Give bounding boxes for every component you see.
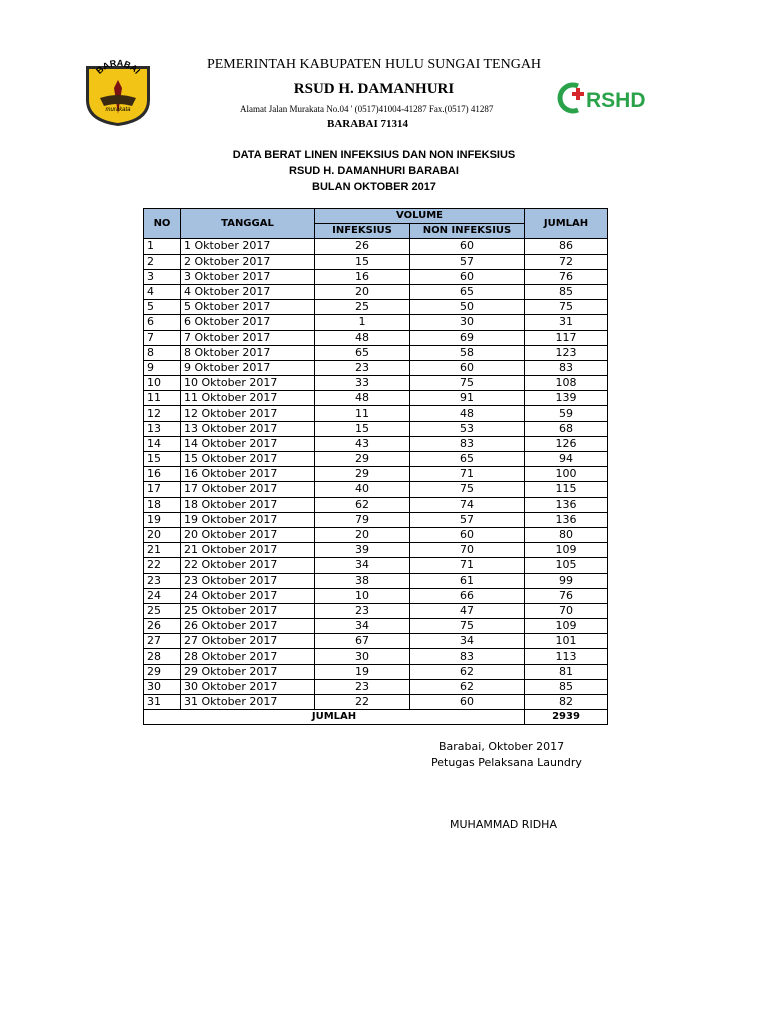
- cell-no: 16: [144, 467, 181, 482]
- cell-non-infeksius: 62: [410, 679, 525, 694]
- cell-no: 12: [144, 406, 181, 421]
- table-row: [144, 239, 608, 254]
- cell-no: 6: [144, 315, 181, 330]
- cell-infeksius: 29: [315, 467, 410, 482]
- cell-jumlah: 109: [525, 543, 608, 558]
- cell-jumlah: 76: [525, 588, 608, 603]
- cell-jumlah: 109: [525, 619, 608, 634]
- cell-infeksius: 20: [315, 284, 410, 299]
- table-row: [144, 543, 608, 558]
- cell-non-infeksius: 53: [410, 421, 525, 436]
- cell-no: 9: [144, 360, 181, 375]
- header-infeksius: INFEKSIUS: [315, 224, 410, 239]
- table-row: [144, 284, 608, 299]
- cell-no: 1: [144, 239, 181, 254]
- table-row: [144, 406, 608, 421]
- cell-no: 11: [144, 391, 181, 406]
- cell-no: 24: [144, 588, 181, 603]
- title-line-1: DATA BERAT LINEN INFEKSIUS DAN NON INFEKSIUS: [232, 149, 516, 161]
- cell-no: 19: [144, 512, 181, 527]
- cell-jumlah: 115: [525, 482, 608, 497]
- header-jumlah: JUMLAH: [525, 209, 608, 239]
- cell-infeksius: 11: [315, 406, 410, 421]
- cell-tanggal: 1 Oktober 2017: [181, 239, 315, 254]
- cell-no: 5: [144, 300, 181, 315]
- cell-no: 3: [144, 269, 181, 284]
- cell-jumlah: 76: [525, 269, 608, 284]
- cell-non-infeksius: 60: [410, 239, 525, 254]
- cell-no: 17: [144, 482, 181, 497]
- sign-place-date: Barabai, Oktober 2017: [439, 740, 565, 753]
- cell-infeksius: 48: [315, 391, 410, 406]
- cell-tanggal: 30 Oktober 2017: [181, 679, 315, 694]
- table-row: [144, 634, 608, 649]
- table-row: [144, 421, 608, 436]
- cell-infeksius: 39: [315, 543, 410, 558]
- cell-jumlah: 31: [525, 315, 608, 330]
- table-row: [144, 603, 608, 618]
- cell-infeksius: 10: [315, 588, 410, 603]
- cell-non-infeksius: 75: [410, 482, 525, 497]
- table-row: [144, 300, 608, 315]
- cell-infeksius: 34: [315, 619, 410, 634]
- header-tanggal: TANGGAL: [181, 209, 315, 239]
- table-row: [144, 360, 608, 375]
- rshd-logo: [556, 78, 672, 118]
- cell-tanggal: 29 Oktober 2017: [181, 664, 315, 679]
- report-titles: [0, 147, 768, 195]
- cell-non-infeksius: 60: [410, 360, 525, 375]
- cell-non-infeksius: 58: [410, 345, 525, 360]
- cell-infeksius: 38: [315, 573, 410, 588]
- cell-tanggal: 18 Oktober 2017: [181, 497, 315, 512]
- cell-tanggal: 26 Oktober 2017: [181, 619, 315, 634]
- cell-jumlah: 117: [525, 330, 608, 345]
- cell-infeksius: 16: [315, 269, 410, 284]
- cell-jumlah: 136: [525, 512, 608, 527]
- table-row: [144, 588, 608, 603]
- cell-tanggal: 7 Oktober 2017: [181, 330, 315, 345]
- cell-jumlah: 68: [525, 421, 608, 436]
- cell-non-infeksius: 65: [410, 284, 525, 299]
- cell-infeksius: 79: [315, 512, 410, 527]
- cell-jumlah: 75: [525, 300, 608, 315]
- cell-jumlah: 136: [525, 497, 608, 512]
- cell-non-infeksius: 71: [410, 467, 525, 482]
- cell-jumlah: 105: [525, 558, 608, 573]
- cell-tanggal: 19 Oktober 2017: [181, 512, 315, 527]
- header-no: NO: [144, 209, 181, 239]
- table-row: [144, 512, 608, 527]
- cell-non-infeksius: 83: [410, 436, 525, 451]
- kop-address: Alamat Jalan Murakata No.04 ' (0517)41004-41287 Fax.(0517) 41287: [240, 104, 494, 114]
- cell-jumlah: 72: [525, 254, 608, 269]
- cell-non-infeksius: 60: [410, 269, 525, 284]
- cell-no: 28: [144, 649, 181, 664]
- cell-infeksius: 40: [315, 482, 410, 497]
- logo-left-sub: murakata: [105, 107, 131, 113]
- cell-no: 27: [144, 634, 181, 649]
- cell-tanggal: 3 Oktober 2017: [181, 269, 315, 284]
- table-row: [144, 436, 608, 451]
- cell-no: 18: [144, 497, 181, 512]
- cell-tanggal: 16 Oktober 2017: [181, 467, 315, 482]
- cell-tanggal: 4 Oktober 2017: [181, 284, 315, 299]
- cell-tanggal: 13 Oktober 2017: [181, 421, 315, 436]
- cell-jumlah: 85: [525, 679, 608, 694]
- cell-tanggal: 15 Oktober 2017: [181, 452, 315, 467]
- table-row: [144, 573, 608, 588]
- table-row: [144, 391, 608, 406]
- cell-jumlah: 126: [525, 436, 608, 451]
- cell-tanggal: 8 Oktober 2017: [181, 345, 315, 360]
- cell-jumlah: 123: [525, 345, 608, 360]
- cell-tanggal: 31 Oktober 2017: [181, 695, 315, 710]
- cell-non-infeksius: 30: [410, 315, 525, 330]
- cell-infeksius: 29: [315, 452, 410, 467]
- cell-non-infeksius: 61: [410, 573, 525, 588]
- sign-role: Petugas Pelaksana Laundry: [431, 756, 582, 769]
- cell-no: 15: [144, 452, 181, 467]
- cell-infeksius: 43: [315, 436, 410, 451]
- cell-no: 13: [144, 421, 181, 436]
- cell-tanggal: 22 Oktober 2017: [181, 558, 315, 573]
- table-row: [144, 482, 608, 497]
- cell-non-infeksius: 69: [410, 330, 525, 345]
- cell-infeksius: 33: [315, 376, 410, 391]
- table-row: [144, 345, 608, 360]
- cell-non-infeksius: 75: [410, 619, 525, 634]
- cell-jumlah: 101: [525, 634, 608, 649]
- header-volume: VOLUME: [315, 209, 525, 224]
- cell-tanggal: 17 Oktober 2017: [181, 482, 315, 497]
- cell-jumlah: 70: [525, 603, 608, 618]
- cell-no: 8: [144, 345, 181, 360]
- cell-jumlah: 80: [525, 527, 608, 542]
- cell-jumlah: 59: [525, 406, 608, 421]
- cell-no: 20: [144, 527, 181, 542]
- cell-non-infeksius: 47: [410, 603, 525, 618]
- total-row: [144, 710, 608, 725]
- table-row: [144, 649, 608, 664]
- cell-tanggal: 6 Oktober 2017: [181, 315, 315, 330]
- cell-infeksius: 67: [315, 634, 410, 649]
- cell-no: 4: [144, 284, 181, 299]
- cell-no: 21: [144, 543, 181, 558]
- table-row: [144, 664, 608, 679]
- table-row: [144, 695, 608, 710]
- logo-left-text: BARABAI: [94, 58, 143, 76]
- sign-name: MUHAMMAD RIDHA: [450, 818, 557, 831]
- table-row: [144, 619, 608, 634]
- cell-non-infeksius: 50: [410, 300, 525, 315]
- title-line-2: RSUD H. DAMANHURI BARABAI: [289, 165, 459, 177]
- cell-jumlah: 94: [525, 452, 608, 467]
- cell-infeksius: 20: [315, 527, 410, 542]
- cell-infeksius: 22: [315, 695, 410, 710]
- cell-non-infeksius: 48: [410, 406, 525, 421]
- table-row: [144, 330, 608, 345]
- cell-non-infeksius: 57: [410, 512, 525, 527]
- cell-non-infeksius: 83: [410, 649, 525, 664]
- cell-no: 14: [144, 436, 181, 451]
- cell-jumlah: 99: [525, 573, 608, 588]
- cell-infeksius: 26: [315, 239, 410, 254]
- cell-tanggal: 11 Oktober 2017: [181, 391, 315, 406]
- cell-non-infeksius: 60: [410, 527, 525, 542]
- cell-no: 26: [144, 619, 181, 634]
- cell-jumlah: 81: [525, 664, 608, 679]
- title-line-3: BULAN OKTOBER 2017: [312, 181, 436, 193]
- kop-city: BARABAI 71314: [327, 118, 408, 130]
- cell-no: 7: [144, 330, 181, 345]
- cell-infeksius: 1: [315, 315, 410, 330]
- cell-tanggal: 28 Oktober 2017: [181, 649, 315, 664]
- cell-tanggal: 25 Oktober 2017: [181, 603, 315, 618]
- cell-non-infeksius: 34: [410, 634, 525, 649]
- cell-jumlah: 100: [525, 467, 608, 482]
- cell-non-infeksius: 60: [410, 695, 525, 710]
- cell-tanggal: 9 Oktober 2017: [181, 360, 315, 375]
- table-row: [144, 269, 608, 284]
- kop-government: PEMERINTAH KABUPATEN HULU SUNGAI TENGAH: [206, 57, 542, 72]
- cell-tanggal: 2 Oktober 2017: [181, 254, 315, 269]
- cell-tanggal: 14 Oktober 2017: [181, 436, 315, 451]
- cell-infeksius: 23: [315, 603, 410, 618]
- cell-no: 22: [144, 558, 181, 573]
- cell-infeksius: 15: [315, 421, 410, 436]
- cell-jumlah: 139: [525, 391, 608, 406]
- cell-non-infeksius: 65: [410, 452, 525, 467]
- table-row: [144, 467, 608, 482]
- cell-infeksius: 23: [315, 360, 410, 375]
- cell-tanggal: 5 Oktober 2017: [181, 300, 315, 315]
- cell-non-infeksius: 74: [410, 497, 525, 512]
- table-row: [144, 679, 608, 694]
- table-row: [144, 315, 608, 330]
- cell-jumlah: 82: [525, 695, 608, 710]
- cell-infeksius: 23: [315, 679, 410, 694]
- cell-non-infeksius: 70: [410, 543, 525, 558]
- cell-infeksius: 65: [315, 345, 410, 360]
- cell-no: 30: [144, 679, 181, 694]
- cell-tanggal: 24 Oktober 2017: [181, 588, 315, 603]
- cell-tanggal: 10 Oktober 2017: [181, 376, 315, 391]
- cell-no: 29: [144, 664, 181, 679]
- cell-infeksius: 25: [315, 300, 410, 315]
- cell-jumlah: 83: [525, 360, 608, 375]
- cell-jumlah: 113: [525, 649, 608, 664]
- table-row: [144, 254, 608, 269]
- cell-no: 2: [144, 254, 181, 269]
- linen-weight-table: [143, 208, 608, 725]
- cell-non-infeksius: 91: [410, 391, 525, 406]
- cell-infeksius: 30: [315, 649, 410, 664]
- letterhead: [0, 0, 768, 140]
- cell-tanggal: 20 Oktober 2017: [181, 527, 315, 542]
- kop-hospital-name: RSUD H. DAMANHURI: [293, 81, 455, 97]
- table-row: [144, 376, 608, 391]
- cell-infeksius: 48: [315, 330, 410, 345]
- cell-non-infeksius: 71: [410, 558, 525, 573]
- cell-no: 25: [144, 603, 181, 618]
- cell-tanggal: 21 Oktober 2017: [181, 543, 315, 558]
- cell-infeksius: 19: [315, 664, 410, 679]
- cell-infeksius: 15: [315, 254, 410, 269]
- cell-no: 10: [144, 376, 181, 391]
- cell-tanggal: 23 Oktober 2017: [181, 573, 315, 588]
- cell-no: 23: [144, 573, 181, 588]
- cell-infeksius: 34: [315, 558, 410, 573]
- total-label: JUMLAH: [144, 710, 525, 725]
- total-value: 2939: [525, 710, 608, 725]
- cell-non-infeksius: 75: [410, 376, 525, 391]
- cell-non-infeksius: 57: [410, 254, 525, 269]
- cell-infeksius: 62: [315, 497, 410, 512]
- cell-non-infeksius: 66: [410, 588, 525, 603]
- cell-no: 31: [144, 695, 181, 710]
- cell-non-infeksius: 62: [410, 664, 525, 679]
- header-non-infeksius: NON INFEKSIUS: [410, 224, 525, 239]
- cell-jumlah: 86: [525, 239, 608, 254]
- table-row: [144, 452, 608, 467]
- cell-jumlah: 108: [525, 376, 608, 391]
- logo-right-text: RSHD: [586, 89, 646, 112]
- table-row: [144, 527, 608, 542]
- cell-tanggal: 12 Oktober 2017: [181, 406, 315, 421]
- cell-jumlah: 85: [525, 284, 608, 299]
- table-row: [144, 558, 608, 573]
- cell-tanggal: 27 Oktober 2017: [181, 634, 315, 649]
- table-row: [144, 497, 608, 512]
